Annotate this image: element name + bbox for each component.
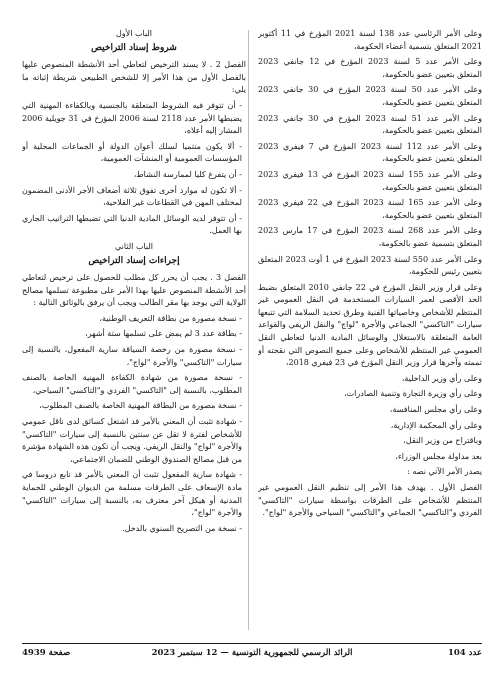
list-item: - شهادة تثبت أن المعني بالأمر قد اشتغل كسائق لدى ناقل عمومي للأشخاص لفترة لا تقل عن سنتين بالنسبة إلى سيارات "التاكسي" والأجرة "لواج" والنقل الريفي. ويجب أن تكون هذه الشهادة مؤشرة من قبل مصالح الصندوق الوطني للضمان الاجتماعي،	[22, 417, 242, 464]
section-1-title: شروط إسناد التراخيص	[91, 42, 177, 53]
issue-number: عدد 104	[447, 648, 482, 658]
article-3: الفصل 3 . يجب أن يحرر كل مطلب للحصول على ترخيص لتعاطي أحد الأنشطة المنصوص عليها بهذا الأمر على مطبوعة تسلمها مصالح الولاية التي يوجد بها مقر الطالب ويجب أن يرفق بالوثائق التالية :	[22, 273, 246, 308]
list-item: - أن تتوفر فيه الشروط المتعلقة بالجنسية وبالكفاءة المهنية التي يضبطها الأمر عدد 2118 لسنة 2006 المؤرخ في 31 جويلية 2006 المشار إليه أعلاه،	[22, 100, 242, 136]
page-number: صفحة 4939	[22, 648, 71, 658]
paragraph: وعلى رأي وزير الداخلية،	[401, 373, 482, 383]
article-1: الفصل الأول . يهدف هذا الأمر إلى تنظيم النقل العمومي غير المنتظم للأشخاص على الطرقات بواسطة سيارات "التاكسي" الفردي و"التاكسي" الجماعي و"التاكسي" السياحي والأجرة "لواج".	[258, 483, 482, 518]
column-divider	[248, 30, 249, 630]
paragraph: وعلى رأي المحكمة الإدارية،	[390, 420, 482, 430]
paragraph: يصدر الأمر الآتي نصه :	[407, 467, 482, 477]
paragraph: وعلى رأي مجلس المنافسة،	[389, 405, 482, 415]
paragraph: وعلى قرار وزير النقل المؤرخ في 22 جانفي 2010 المتعلق بضبط الحد الأقصى لعمر السيارات المستخدمة في النقل العمومي غير المنتظم للأشخاص وخاصياتها الفنية وطرق تحديد السلامة التي تتبعها سيارات "التاكسي" الجماعي والأجرة "لواج" والنقل الريفي والقواعد العامة المتعلقة بالاستغلال والوسائل المادية الدنيا لتعاطي النقل العمومي غير المنتظم للأشخاص وعلى جميع النصوص التي نقحته أو تممته وآخرها قرار وزير النقل المؤرخ في 23 فيفري 2018،	[258, 282, 482, 368]
list-item: - أن تتوفر لديه الوسائل المادية الدنيا التي تضبطها التراتيب الجاري بها العمل.	[22, 213, 242, 236]
list-item: - بطاقة عدد 3 لم يمض على تسلمها ستة أشهر،	[85, 329, 242, 339]
journal-title: الرائد الرسمي للجمهورية التونسية — 12 سبتمبر 2023	[151, 648, 353, 658]
page-footer	[22, 643, 482, 660]
paragraph: وعلى الأمر عدد 165 لسنة 2023 المؤرخ في 22 فيفري 2023 المتعلق بتعيين عضو بالحكومة،	[258, 198, 482, 220]
paragraph: وعلى الأمر عدد 5 لسنة 2023 المؤرخ في 12 جانفي 2023 المتعلق بتعيين عضو بالحكومة،	[258, 57, 482, 79]
right-column	[258, 28, 482, 632]
paragraph: وباقتراح من وزير النقل،	[403, 436, 482, 446]
list-item: - ألا تكون له موارد أخرى تفوق ثلاثة أضعاف الأجر الأدنى المضمون لمختلف المهن في القطاعات غير الفلاحية،	[22, 185, 242, 208]
list-item: - نسخة مصورة من البطاقة المهنية الخاصة بالصنف المطلوب،	[39, 401, 242, 411]
list-item: - نسخة مصورة من بطاقة التعريف الوطنية،	[99, 313, 242, 323]
list-item: - نسخة مصورة من شهادة الكفاءة المهنية الخاصة بالصنف المطلوب، بالنسبة إلى "التاكسي" الفردي و"التاكسي" السياحي،	[22, 373, 242, 395]
paragraph: وعلى الأمر عدد 550 لسنة 2023 المؤرخ في 1 أوت 2023 المتعلق بتعيين رئيس للحكومة،	[258, 254, 482, 277]
paragraph: وعلى الأمر عدد 268 لسنة 2023 المؤرخ في 17 مارس 2023 المتعلق بتسمية عضو بالحكومة،	[258, 226, 482, 248]
paragraph: وعلى الأمر عدد 51 لسنة 2023 المؤرخ في 30 جانفي 2023 المتعلق بتعيين عضو بالحكومة،	[258, 113, 482, 136]
left-column	[22, 28, 246, 632]
paragraph: وعلى الأمر عدد 50 لسنة 2023 المؤرخ في 30 جانفي 2023 المتعلق بتعيين عضو بالحكومة،	[258, 85, 482, 107]
list-item: - نسخة مصورة من رخصة السياقة سارية المفعول، بالنسبة إلى سيارات "التاكسي" والأجرة "لواج"،	[22, 345, 242, 367]
section-2-title: إجراءات إسناد التراخيص	[88, 255, 180, 266]
paragraph: وعلى الأمر عدد 112 لسنة 2023 المؤرخ في 7 فيفري 2023 المتعلق بتعيين عضو بالحكومة،	[258, 141, 482, 164]
section-1-label: الباب الأول	[115, 29, 153, 38]
list-item: - شهادة سارية المفعول تثبت أن المعني بالأمر قد تابع دروسا في مادة الإسعاف على الطرقات مسلمة من الديوان الوطني للحماية المدنية أو هيكل آخر معترف به، بالنسبة إلى سيارات "التاكسي" والأجرة "لواج"،	[22, 470, 242, 518]
section-2-label: الباب الثاني	[115, 241, 153, 251]
list-item: - ألا يكون منتميا لسلك أعوان الدولة أو الجماعات المحلية أو المؤسسات العمومية أو المنشآت العمومية،	[22, 141, 242, 164]
paragraph: وعلى الأمر الرئاسي عدد 138 لسنة 2021 المؤرخ في 11 أكتوبر 2021 المتعلق بتسمية أعضاء الحكومة،	[258, 29, 482, 51]
paragraph: وعلى الأمر عدد 155 لسنة 2023 المؤرخ في 13 فيفري 2023 المتعلق بتعيين عضو بالحكومة،	[258, 169, 482, 192]
paragraph: وعلى رأي وزيرة التجارة وتنمية الصادرات،	[344, 389, 482, 399]
article-2: الفصل 2 . لا يسند الترخيص لتعاطي أحد الأنشطة المنصوص عليها بالفصل الأول من هذا الأمر إلا للشخص الطبيعي شريطة إثباته ما يلي:	[22, 60, 246, 95]
paragraph: بعد مداولة مجلس الوزراء،	[395, 451, 482, 461]
list-item: - أن يتفرغ كليا لممارسة النشاط،	[133, 169, 242, 179]
list-item: - نسخة من التصريح السنوي بالدخل.	[122, 523, 242, 533]
